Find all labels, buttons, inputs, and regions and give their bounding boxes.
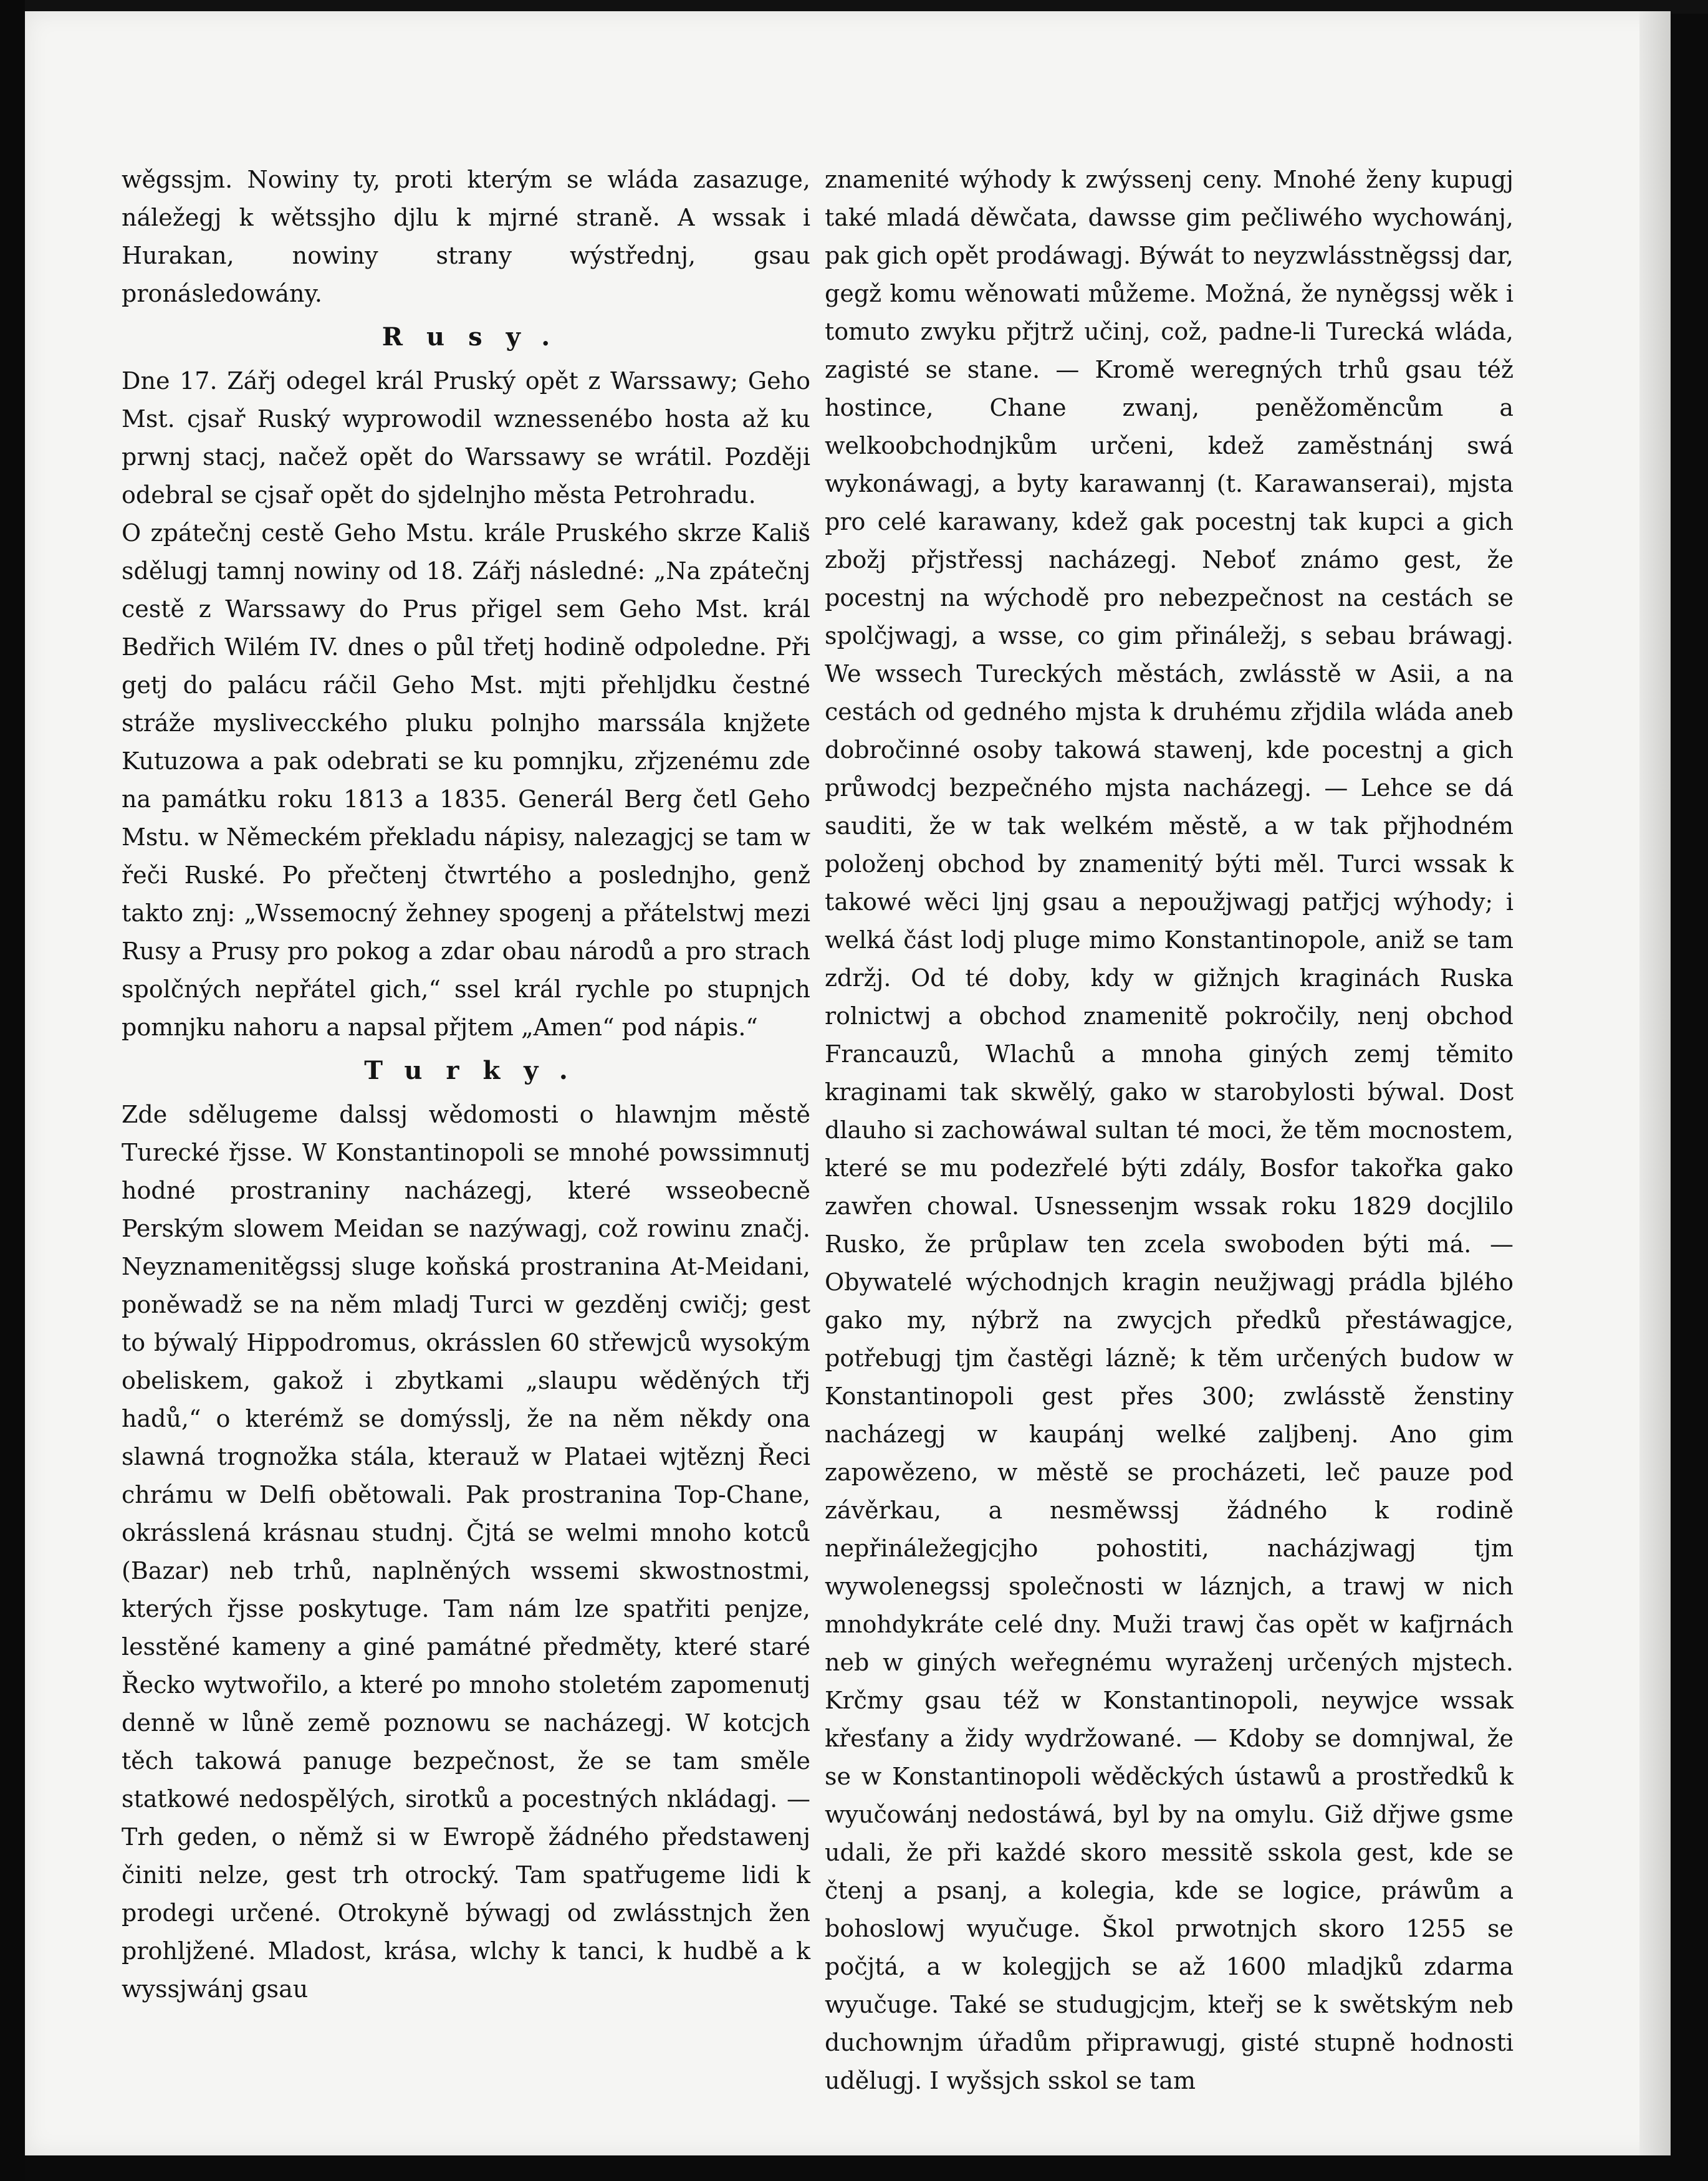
section-heading-turkey: Turky. <box>364 1056 592 1085</box>
page-edge-shadow <box>1639 11 1671 2155</box>
section-heading-russia: Rusy. <box>381 322 574 352</box>
right-column <box>825 161 1514 2100</box>
scan-border-left <box>0 0 25 2181</box>
paragraph-return-journey: O zpátečnj cestě Geho Mstu. krále Pruského skrze Kališ sdělugj tamnj nowiny od 18. Zářj následné: „Na zpátečnj cestě z Warssawy do Prus přigel sem Geho Mst. král Bedřich Wilém IV. dnes o půl třetj hodině odpoledne. Při getj do palácu ráčil Geho Mst. mjti přehljdku čestné stráže myslivecckého pluku polnjho marssála knjžete Kutuzowa a pak odebrati se ku pomnjku, zřjzenému zde na památku roku 1813 a 1835. Generál Berg četl Geho Mstu. w Německém překladu nápisy, nalezagjcj se tam w řeči Ruské. Po přečtenj čtwrtého a poslednjho, genž takto znj: „Wssemocný žehney spogenj a přátelstwj mezi Rusy a Prusy pro pokog a zdar obau národů a pro strach spolčných nepřátel gich,“ ssel král rychle po stupnjch pomnjku nahoru a napsal přjtem „Amen“ pod nápis.“ <box>122 519 810 1041</box>
left-column <box>122 161 810 2008</box>
paragraph-king-departure: Dne 17. Zářj odegel král Pruský opět z Warssawy; Geho Mst. cjsař Ruský wyprowodil wznessenébo hosta až ku prwnj stacj, načež opět do Warssawy se wrátil. Později odebral se cjsař opět do sjdelnjho města Petrohradu. <box>122 367 810 509</box>
paragraph-continuation: wěgssjm. Nowiny ty, proti kterým se wláda zasazuge, náležegj k wětssjho djlu k mjrné straně. A wssak i Hurakan, nowiny strany wýstřednj, gsau pronásledowány. <box>122 166 810 307</box>
paragraph-continuation-right: znamenité wýhody k zwýssenj ceny. Mnohé ženy kupugj také mladá děwčata, dawsse gim pečliwého wychowánj, pak gich opět prodáwagj. Býwát to neyzwlásstněgssj dar, gegž komu wěnowati můžeme. Možná, že nyněgssj wěk i tomuto zwyku přjtrž učinj, což, padne-li Turecká wláda, zagisté se stane. — Kromě weregných trhů gsau též hostince, Chane zwanj, peněžoměncům a welkoobchodnjkům určeni, kdež zaměstnánj swá wykonáwagj, a byty karawannj (t. Karawanserai), mjsta pro celé karawany, kdež gak pocestnj tak kupci a gich zbožj přjstřessj nacházegj. Neboť známo gest, že pocestnj na wýchodě pro nebezpečnost na cestách se spolčjwagj, a wsse, co gim přináležj, s sebau bráwagj. We wssech Tureckých městách, zwlásstě w Asii, a na cestách od gedného mjsta k druhému zřjdila wláda aneb dobročinné osoby takowá stawenj, kde pocestnj a gich průwodcj bezpečného mjsta nacházegj. — Lehce se dá sauditi, že w tak welkém městě, a w tak přjhodném položenj obchod by znamenitý býti měl. Turci wssak k takowé wěci ljnj gsau a nepoužjwagj patřjcj wýhody; i welká část lodj pluge mimo Konstantinopole, aniž se tam zdržj. Od té doby, kdy w gižnjch kraginách Ruska rolnictwj a obchod znamenitě pokročily, nenj obchod Francauzů, Wlachů a mnoha giných zemj těmito kraginami tak skwělý, gako w starobylosti býwal. Dost dlauho si zachowáwal sultan té moci, že těm mocnostem, které se mu podezřelé býti zdály, Bosfor takořka gako zawřen chowal. Usnessenjm wssak roku 1829 docjlilo Rusko, že průplaw ten zcela swoboden býti má. — Obywatelé wýchodnjch kragin neužjwagj prádla bjlého gako my, nýbrž na zwycjch předků přestáwagjce, potřebugj tjm častěgi lázně; k těm určených budow w Konstantinopoli gest přes 300; zwlásstě ženstiny nacházegj w kaupánj welké zaljbenj. Ano gim zapowězeno, w městě se procházeti, leč pauze pod závěrkau, a nesměwssj žádného k rodině nepřináležegjcjho pohostiti, nacházjwagj tjm wywolenegssj společnosti w láznjch, a trawj w nich mnohdykráte celé dny. Muži trawj čas opět w kafjrnách neb w giných weřegnému wyraženj určených mjstech. Krčmy gsau též w Konstantinopoli, neywjce wssak křesťany a židy wydržowané. — Kdoby se domnjwal, že se w Konstantinopoli wěděckých ústawů a prostředků k wyučowánj nedostáwá, byl by na omylu. Giž dřjwe gsme udali, že při každé skoro messitě sskola gest, kde se čtenj a psanj, a kolegia, kde se logice, práwům a bohoslowj wyučuge. Škol prwotnjch skoro 1255 se počjtá, a w kolegjjch se až 1600 mladjků zdarma wyučuge. Také se studugjcjm, kteřj se k swětským neb duchownjm úřadům připrawugj, gisté stupně hodnosti udělugj. I wyšsjch sskol se tam <box>825 166 1514 2094</box>
newspaper-page <box>25 11 1671 2155</box>
paragraph-constantinople: Zde sdělugeme dalssj wědomosti o hlawnjm městě Turecké řjsse. W Konstantinopoli se mnohé powssimnutj hodné prostraniny nacházegj, které wsseobecně Perským slowem Meidan se nazýwagj, což rowinu značj. Neyznamenitěgssj sluge koňská prostranina At-Meidani, poněwadž se na něm mladj Turci w gezděnj cwičj; gest to býwalý Hippodromus, okrásslen 60 střewjců wysokým obeliskem, gakož i zbytkami „slaupu wěděných třj hadů,“ o kterémž se domýsslj, že na něm někdy ona slawná trognožka stála, kterauž w Plataei wjtěznj Řeci chrámu w Delfi obětowali. Pak prostranina Top-Chane, okrásslená krásnau studnj. Čjtá se welmi mnoho kotců (Bazar) neb trhů, naplněných wssemi skwostnostmi, kterých řjsse poskytuge. Tam nám lze spatřiti penjze, lesstěné kameny a giné památné předměty, které staré Řecko wytwořilo, a které po mnoho stoletém zapomenutj denně w lůně země poznowu se nacházegj. W kotcjch těch takowá panuge bezpečnost, že se tam směle statkowé nedospělých, sirotků a pocestných nkládagj. — Trh geden, o němž si w Ewropě žádného předstawenj činiti nelze, gest trh otrocký. Tam spatřugeme lidi k prodegi určené. Otrokyně býwagj od zwlásstnjch žen prohljžené. Mladost, krása, wlchy k tanci, k hudbě a k wyssjwánj gsau <box>122 1101 810 2003</box>
